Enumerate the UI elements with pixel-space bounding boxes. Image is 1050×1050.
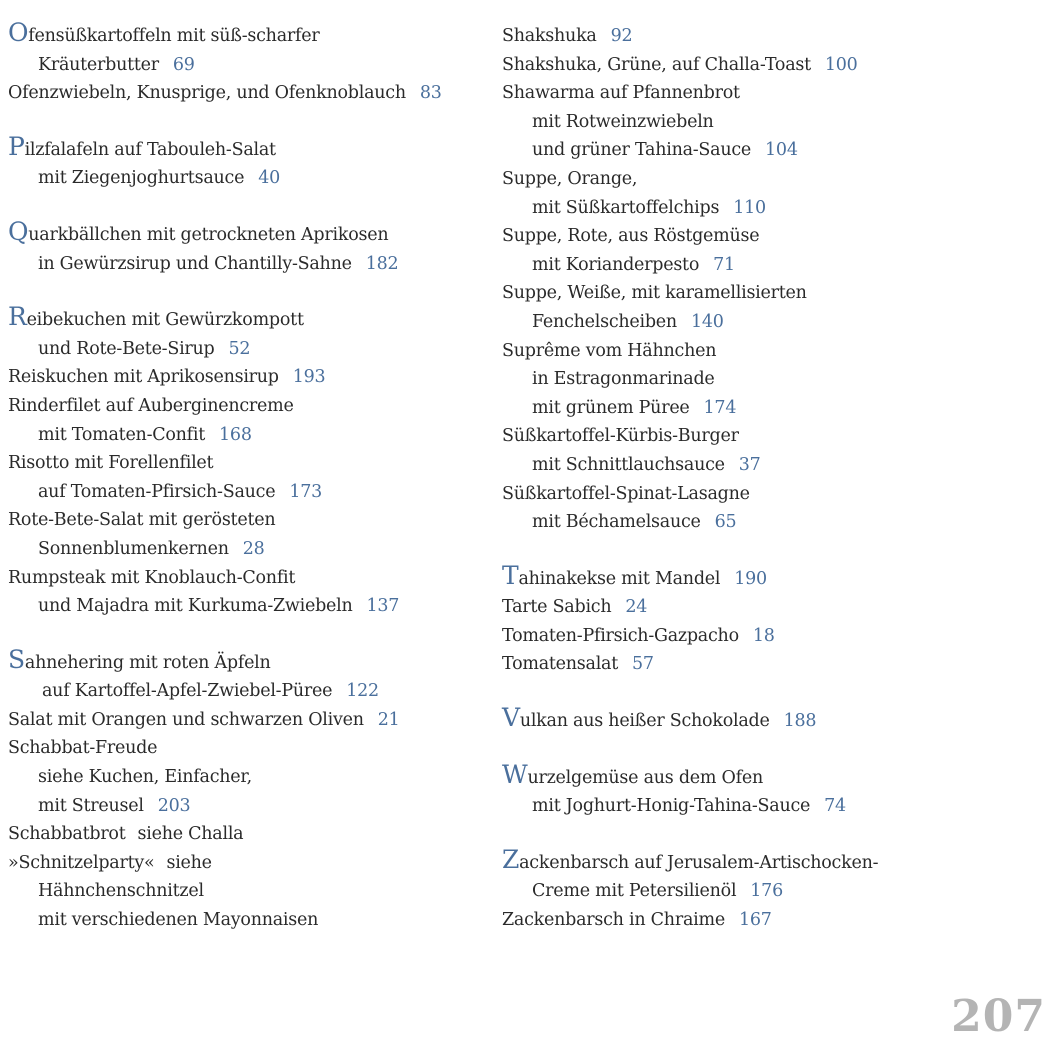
entry-text: Suprême vom Hähnchen xyxy=(502,340,717,361)
index-column-right xyxy=(502,22,1032,935)
page-number: 173 xyxy=(289,481,322,502)
section-initial: T xyxy=(502,560,519,590)
index-entry xyxy=(502,337,1032,366)
page-number: 140 xyxy=(690,311,724,332)
page-number: 190 xyxy=(734,568,767,589)
index-entry xyxy=(502,365,1032,394)
entry-text: Suppe, Rote, aus Röstgemüse xyxy=(502,226,760,247)
entry-text: Schabbat-Freude xyxy=(8,738,158,759)
index-entry xyxy=(8,820,478,849)
page-number: 100 xyxy=(824,54,858,75)
index-entry xyxy=(502,650,1032,679)
entry-text: ilzfalafeln auf Tabouleh-Salat xyxy=(24,139,276,160)
page-number: 110 xyxy=(733,197,766,218)
page-number: 28 xyxy=(242,538,265,559)
entry-text: urzelgemüse aus dem Ofen xyxy=(527,767,764,788)
index-entry xyxy=(502,906,1032,935)
cross-reference: siehe Challa xyxy=(137,824,244,845)
index-entry xyxy=(8,131,478,165)
index-entry xyxy=(502,622,1032,651)
page-number: 92 xyxy=(610,26,633,46)
index-entry xyxy=(8,644,478,678)
page-number: 176 xyxy=(750,881,783,902)
entry-text: Zackenbarsch in Chraime xyxy=(502,910,725,931)
index-entry xyxy=(8,164,478,193)
page-number: 21 xyxy=(377,709,400,730)
entry-text: Süßkartoffel-Kürbis-Burger xyxy=(502,426,739,447)
index-entry xyxy=(502,422,1032,451)
index-entry xyxy=(502,844,1032,878)
index-entry xyxy=(502,251,1032,280)
section-initial: R xyxy=(8,302,27,332)
entry-text: Fenchelscheiben xyxy=(532,311,677,332)
entry-text: und Rote-Bete-Sirup xyxy=(38,338,215,359)
entry-text: Kräuterbutter xyxy=(38,54,159,75)
entry-text: Tomatensalat xyxy=(502,654,619,675)
entry-text: Ofenzwiebeln, Knusprige, und Ofenknoblauch xyxy=(8,83,406,104)
index-entry xyxy=(502,79,1032,108)
index-entry xyxy=(8,734,478,763)
entry-text: Hähnchenschnitzel xyxy=(38,881,204,902)
entry-text: ulkan aus heißer Schokolade xyxy=(519,711,770,732)
index-entry xyxy=(8,421,478,450)
entry-text: und Majadra mit Kurkuma-Zwiebeln xyxy=(38,596,353,617)
page-number: 203 xyxy=(157,795,191,816)
entry-text: mit verschiedenen Mayonnaisen xyxy=(38,910,319,931)
entry-text: Rumpsteak mit Knoblauch-Confit xyxy=(8,567,296,588)
index-entry xyxy=(8,906,478,935)
index-entry xyxy=(8,877,478,906)
index-entry xyxy=(502,194,1032,223)
index-entry xyxy=(8,506,478,535)
section-initial: W xyxy=(502,759,528,789)
index-column-left xyxy=(8,18,478,935)
entry-text: mit Tomaten-Confit xyxy=(38,424,206,445)
entry-text: mit Ziegenjoghurtsauce xyxy=(38,168,245,189)
entry-text: Shawarma auf Pfannenbrot xyxy=(502,83,740,104)
entry-text: Schabbatbrot xyxy=(8,824,126,845)
entry-text: Suppe, Weiße, mit karamellisierten xyxy=(502,283,807,304)
entry-text: fensüßkartoffeln mit süß-scharfer xyxy=(28,26,320,46)
section-initial: O xyxy=(8,18,29,47)
page-number-folio: 207 xyxy=(951,991,1046,1042)
entry-text: Tarte Sabich xyxy=(502,597,612,618)
entry-text: mit Rotweinzwiebeln xyxy=(532,111,714,132)
page-number: 104 xyxy=(765,140,798,161)
page-number: 122 xyxy=(346,681,379,702)
page-number: 37 xyxy=(738,454,761,475)
index-entry xyxy=(8,763,478,792)
entry-text: Shakshuka, Grüne, auf Challa-Toast xyxy=(502,54,811,75)
index-entry xyxy=(8,18,478,51)
index-entry xyxy=(502,508,1032,537)
page-number: 182 xyxy=(365,253,399,274)
entry-text: Rote-Bete-Salat mit gerösteten xyxy=(8,510,276,531)
entry-text: Suppe, Orange, xyxy=(502,168,638,189)
page-number: 168 xyxy=(219,424,252,445)
entry-text: ackenbarsch auf Jerusalem-Artischocken- xyxy=(519,852,879,873)
entry-text: Rinderfilet auf Auberginencreme xyxy=(8,395,294,416)
page-number: 137 xyxy=(366,596,400,617)
index-entry xyxy=(8,478,478,507)
entry-text: siehe Kuchen, Einfacher, xyxy=(38,767,252,788)
cross-reference: siehe xyxy=(166,852,212,873)
index-entry xyxy=(8,79,478,108)
index-entry xyxy=(8,449,478,478)
index-entry xyxy=(8,302,478,335)
entry-text: eibekuchen mit Gewürzkompott xyxy=(26,310,304,331)
page-number: 193 xyxy=(292,367,326,388)
entry-text: Tomaten-Pfirsich-Gazpacho xyxy=(502,625,739,646)
index-entry xyxy=(502,136,1032,165)
section-initial: Z xyxy=(502,844,520,874)
entry-text: »Schnitzelparty« xyxy=(8,852,155,873)
section-initial: P xyxy=(8,131,25,161)
entry-text: Shakshuka xyxy=(502,26,597,46)
index-entry xyxy=(8,564,478,593)
index-entry xyxy=(502,703,1032,736)
entry-text: mit Schnittlauchsauce xyxy=(532,454,725,475)
index-entry xyxy=(8,792,478,821)
page-number: 69 xyxy=(172,54,195,75)
page-number: 174 xyxy=(703,397,737,418)
index-entry xyxy=(502,480,1032,509)
page-number: 65 xyxy=(714,512,737,533)
entry-text: in Gewürzsirup und Chantilly-Sahne xyxy=(38,253,352,274)
index-entry xyxy=(8,250,478,279)
index-entry xyxy=(8,216,478,250)
section-initial: S xyxy=(8,644,25,674)
section-initial: Q xyxy=(8,216,29,246)
page-number: 40 xyxy=(258,168,280,189)
entry-text: mit grünem Püree xyxy=(532,397,690,418)
entry-text: ahinakekse mit Mandel xyxy=(518,568,721,589)
section-initial: V xyxy=(502,703,520,733)
index-entry xyxy=(502,394,1032,423)
page-number: 57 xyxy=(632,654,654,675)
entry-text: Sonnenblumenkernen xyxy=(38,538,229,559)
page-number: 52 xyxy=(228,338,251,359)
entry-text: ahnehering mit roten Äpfeln xyxy=(24,652,271,673)
index-entry xyxy=(8,706,478,735)
entry-text: Salat mit Orangen und schwarzen Oliven xyxy=(8,709,364,730)
entry-text: mit Béchamelsauce xyxy=(532,512,701,533)
entry-text: mit Streusel xyxy=(38,795,144,816)
index-entry xyxy=(502,759,1032,793)
page-number: 167 xyxy=(738,910,772,931)
index-entry xyxy=(502,22,1032,51)
index-entry xyxy=(502,279,1032,308)
entry-text: mit Korianderpesto xyxy=(532,254,700,275)
entry-text: Süßkartoffel-Spinat-Lasagne xyxy=(502,483,750,504)
index-entry xyxy=(502,51,1032,80)
index-entry xyxy=(502,108,1032,137)
index-entry xyxy=(502,308,1032,337)
index-entry xyxy=(8,535,478,564)
index-entry xyxy=(8,677,478,706)
page-number: 71 xyxy=(713,254,735,275)
entry-text: Reiskuchen mit Aprikosensirup xyxy=(8,367,279,388)
entry-text: mit Joghurt-Honig-Tahina-Sauce xyxy=(532,796,811,817)
page-number: 18 xyxy=(752,625,775,646)
index-entry xyxy=(8,849,478,878)
index-entry xyxy=(502,593,1032,622)
entry-text: mit Süßkartoffelchips xyxy=(532,197,720,218)
page-number: 83 xyxy=(419,83,442,104)
page-number: 24 xyxy=(625,597,648,618)
index-entry xyxy=(502,451,1032,480)
index-entry xyxy=(502,560,1032,594)
entry-text: in Estragonmarinade xyxy=(532,369,715,390)
entry-text: uarkbällchen mit getrockneten Aprikosen xyxy=(28,224,389,245)
entry-text: Risotto mit Forellenfilet xyxy=(8,453,214,474)
page-number: 74 xyxy=(824,796,846,817)
entry-text: auf Tomaten-Pfirsich-Sauce xyxy=(38,481,276,502)
index-entry xyxy=(8,363,478,392)
index-entry xyxy=(502,792,1032,821)
index-entry xyxy=(502,877,1032,906)
index-entry xyxy=(8,335,478,364)
entry-text: auf Kartoffel-Apfel-Zwiebel-Püree xyxy=(42,681,333,702)
index-entry xyxy=(502,222,1032,251)
index-entry xyxy=(8,51,478,80)
page-number: 188 xyxy=(783,711,817,732)
index-entry xyxy=(8,592,478,621)
index-entry xyxy=(502,165,1032,194)
entry-text: Creme mit Petersilienöl xyxy=(532,881,737,902)
index-entry xyxy=(8,392,478,421)
entry-text: und grüner Tahina-Sauce xyxy=(532,140,752,161)
